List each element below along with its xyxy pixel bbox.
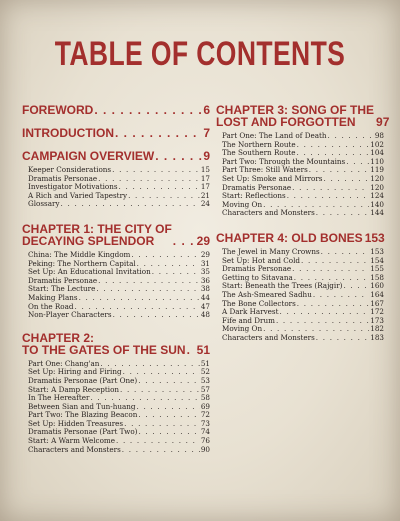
section-heading[interactable] — [22, 104, 210, 116]
entry-page-number: 110 — [370, 156, 384, 166]
entry-page-number: 140 — [370, 199, 384, 209]
entry-label: Set Up: Hidden Treasures — [28, 418, 124, 428]
entry-page-number: 47 — [200, 301, 210, 311]
entry-page-number: 73 — [200, 418, 210, 428]
entry-list — [22, 251, 210, 320]
entry-list — [22, 360, 210, 455]
entry-page-number: 155 — [370, 264, 384, 274]
entry-label: Investigator Motivations — [28, 182, 118, 192]
entry-page-number: 167 — [370, 298, 384, 308]
leader-dots — [152, 268, 200, 277]
leader-dots — [276, 317, 369, 326]
entry-label: Moving On — [222, 324, 263, 334]
entry-page-number: 164 — [370, 289, 384, 299]
leader-dots — [138, 377, 200, 386]
toc-section — [22, 223, 210, 320]
entry-label: The Bone Collectors — [222, 298, 296, 308]
leader-dots — [316, 209, 370, 218]
entry-page-number: 76 — [200, 436, 210, 446]
leader-dots — [343, 282, 369, 291]
entry-page-number: 90 — [200, 444, 210, 454]
section-heading[interactable] — [216, 103, 390, 129]
toc-section — [22, 150, 210, 209]
section-heading[interactable] — [22, 223, 210, 247]
toc-right-column — [216, 103, 390, 342]
entry-label: Characters and Monsters — [222, 332, 315, 342]
leader-dots — [138, 428, 199, 437]
entry-label: The Southern Route — [222, 148, 296, 158]
entry-label: China: The Middle Kingdom — [28, 249, 131, 259]
entry-label: Set Up: An Educational Invitation — [28, 267, 151, 277]
toc-section — [22, 127, 210, 139]
section-heading-label: CHAPTER 2: TO THE GATES OF THE SUN — [22, 330, 186, 357]
entry-page-number: 69 — [200, 401, 210, 411]
page-title: TABLE OF CONTENTS — [54, 35, 346, 73]
entry-label: Part Two: The Blazing Beacon — [28, 410, 138, 420]
leader-dots — [292, 184, 369, 193]
section-page-number: 153 — [364, 230, 385, 245]
leader-dots — [79, 294, 200, 303]
entry-label: Start: A Warm Welcome — [28, 436, 115, 446]
section-heading-label: INTRODUCTION — [22, 126, 114, 140]
section-heading-label: CHAPTER 3: SONG OF THE LOST AND FORGOTTEN — [216, 103, 375, 129]
leader-dots — [297, 141, 370, 150]
leader-dots — [131, 251, 199, 260]
toc-entry[interactable] — [22, 311, 210, 320]
leader-dots — [316, 334, 370, 343]
toc-entry[interactable] — [216, 209, 384, 218]
entry-label: Getting to Sitavana — [222, 272, 293, 282]
entry-page-number: 158 — [370, 272, 384, 282]
leader-dots — [98, 277, 200, 286]
section-heading[interactable] — [22, 127, 210, 139]
entry-page-number: 98 — [374, 131, 384, 140]
entry-page-number: 21 — [200, 190, 210, 200]
entry-page-number: 51 — [200, 358, 210, 368]
entry-label: Set Up: Smoke and Mirrors — [222, 173, 323, 183]
section-heading-label: CAMPAIGN OVERVIEW — [22, 149, 155, 163]
section-heading[interactable] — [22, 150, 210, 162]
entry-label: Part One: Chang'an — [28, 358, 100, 368]
entry-label: Dramatis Personae — [222, 264, 292, 274]
toc-section — [22, 104, 210, 116]
entry-page-number: 17 — [200, 173, 210, 183]
entry-page-number: 154 — [370, 255, 384, 265]
entry-label: Part Three: Still Waters — [222, 165, 308, 175]
entry-label: A Dark Harvest — [222, 307, 279, 317]
entry-page-number: 36 — [200, 275, 210, 285]
entry-label: Characters and Monsters — [222, 208, 315, 218]
leader-dots — [279, 308, 369, 317]
entry-label: Part Two: Through the Mountains — [222, 156, 346, 166]
leader-dots — [297, 300, 370, 309]
leader-dots — [173, 235, 196, 247]
entry-page-number: 173 — [370, 315, 384, 325]
entry-label: Set Up: Hot and Cold — [222, 255, 301, 265]
entry-label: Part One: The Land of Death — [222, 131, 327, 140]
leader-dots — [292, 265, 369, 274]
section-page-number: 51 — [196, 342, 210, 357]
entry-page-number: 24 — [200, 199, 210, 209]
entry-page-number: 153 — [370, 246, 384, 256]
section-page-number: 97 — [376, 115, 390, 129]
leader-dots — [313, 291, 369, 300]
entry-page-number: 172 — [370, 307, 384, 317]
toc-entry[interactable] — [22, 446, 210, 455]
entry-label: Keeper Considerations — [28, 165, 112, 174]
entry-page-number: 182 — [370, 324, 384, 334]
entry-page-number: 74 — [200, 427, 210, 437]
entry-label: Set Up: Hiring and Firing — [28, 367, 122, 377]
leader-dots — [115, 127, 202, 139]
entry-label: The Ash-Smeared Sadhu — [222, 289, 312, 299]
entry-label: Glossary — [28, 199, 60, 209]
entry-label: Fife and Drum — [222, 315, 275, 325]
toc-section — [216, 103, 390, 218]
entry-page-number: 119 — [370, 165, 384, 175]
leader-dots — [138, 411, 199, 420]
toc-section — [216, 232, 384, 343]
leader-dots — [323, 175, 369, 184]
entry-label: The Jewel in Many Crowns — [222, 246, 320, 256]
section-page-number: 6 — [203, 103, 210, 117]
entry-label: On the Road — [28, 301, 74, 311]
section-heading-label: CHAPTER 4: OLD BONES — [216, 230, 363, 245]
entry-page-number: 44 — [200, 292, 210, 302]
section-heading[interactable] — [22, 332, 210, 356]
entry-page-number: 144 — [370, 208, 384, 218]
entry-label: Peking: The Northern Capital — [28, 258, 136, 268]
entry-page-number: 58 — [200, 393, 210, 403]
toc-entry[interactable] — [22, 200, 210, 209]
section-heading-label: CHAPTER 1: THE CITY OF DECAYING SPLENDOR — [22, 221, 172, 248]
entry-page-number: 52 — [200, 367, 210, 377]
leader-dots — [96, 285, 199, 294]
entry-page-number: 29 — [200, 249, 210, 259]
entry-page-number: 104 — [370, 148, 384, 158]
entry-page-number: 160 — [370, 281, 384, 291]
entry-label: Making Plans — [28, 292, 78, 302]
entry-page-number: 120 — [370, 173, 384, 183]
leader-dots — [120, 386, 200, 395]
entry-label: Start: Beneath the Trees (Rajgir) — [222, 281, 343, 291]
toc-left-column — [22, 104, 210, 454]
entry-label: Dramatis Personae — [28, 275, 98, 285]
entry-label: Dramatis Personae — [222, 182, 292, 192]
entry-page-number: 17 — [200, 182, 210, 192]
entry-page-number: 38 — [200, 284, 210, 294]
section-heading-label: FOREWORD — [22, 103, 94, 117]
entry-label: Characters and Monsters — [28, 444, 121, 454]
entry-page-number: 120 — [370, 182, 384, 192]
entry-page-number: 53 — [200, 375, 210, 385]
entry-list — [216, 248, 384, 343]
entry-label: Dramatis Personae (Part One) — [28, 375, 138, 385]
leader-dots — [301, 257, 369, 266]
section-page-number: 7 — [203, 126, 210, 140]
entry-label: Dramatis Personae — [28, 173, 98, 183]
leader-dots — [61, 200, 200, 209]
entry-page-number: 72 — [200, 410, 210, 420]
leader-dots — [328, 132, 374, 141]
leader-dots — [112, 166, 200, 175]
leader-dots — [187, 344, 196, 356]
leader-dots — [128, 192, 200, 201]
leader-dots — [94, 104, 202, 116]
entry-label: Dramatis Personae (Part Two) — [28, 427, 138, 437]
leader-dots — [113, 311, 200, 320]
entry-list — [22, 166, 210, 209]
entry-label: A Rich and Varied Tapestry — [28, 190, 128, 200]
section-heading[interactable] — [216, 232, 384, 244]
leader-dots — [287, 192, 370, 201]
toc-entry[interactable] — [216, 334, 384, 343]
entry-page-number: 35 — [200, 267, 210, 277]
entry-label: The Northern Route — [222, 139, 296, 149]
entry-label: In The Hereafter — [28, 393, 90, 403]
leader-dots — [346, 158, 369, 167]
entry-page-number: 102 — [370, 139, 384, 149]
section-page-number: 29 — [196, 233, 210, 248]
entry-label: Non-Player Characters — [28, 310, 112, 320]
entry-page-number: 183 — [370, 332, 384, 342]
toc-section — [22, 332, 210, 455]
entry-page-number: 57 — [200, 384, 210, 394]
entry-label: Moving On — [222, 199, 263, 209]
leader-dots — [122, 446, 200, 455]
leader-dots — [321, 248, 370, 257]
section-page-number: 9 — [203, 149, 210, 163]
entry-list — [216, 132, 384, 218]
leader-dots — [116, 437, 200, 446]
leader-dots — [136, 403, 199, 412]
entry-label: Between Sian and Tun-huang — [28, 401, 136, 411]
entry-page-number: 31 — [200, 258, 210, 268]
entry-label: Start: A Damp Reception — [28, 384, 120, 394]
leader-dots — [155, 150, 202, 162]
leader-dots — [119, 183, 200, 192]
entry-label: Start: The Lecture — [28, 284, 96, 294]
entry-page-number: 48 — [200, 310, 210, 320]
entry-page-number: 124 — [370, 191, 384, 201]
entry-label: Start: Reflections — [222, 191, 286, 201]
entry-page-number: 15 — [200, 165, 210, 174]
